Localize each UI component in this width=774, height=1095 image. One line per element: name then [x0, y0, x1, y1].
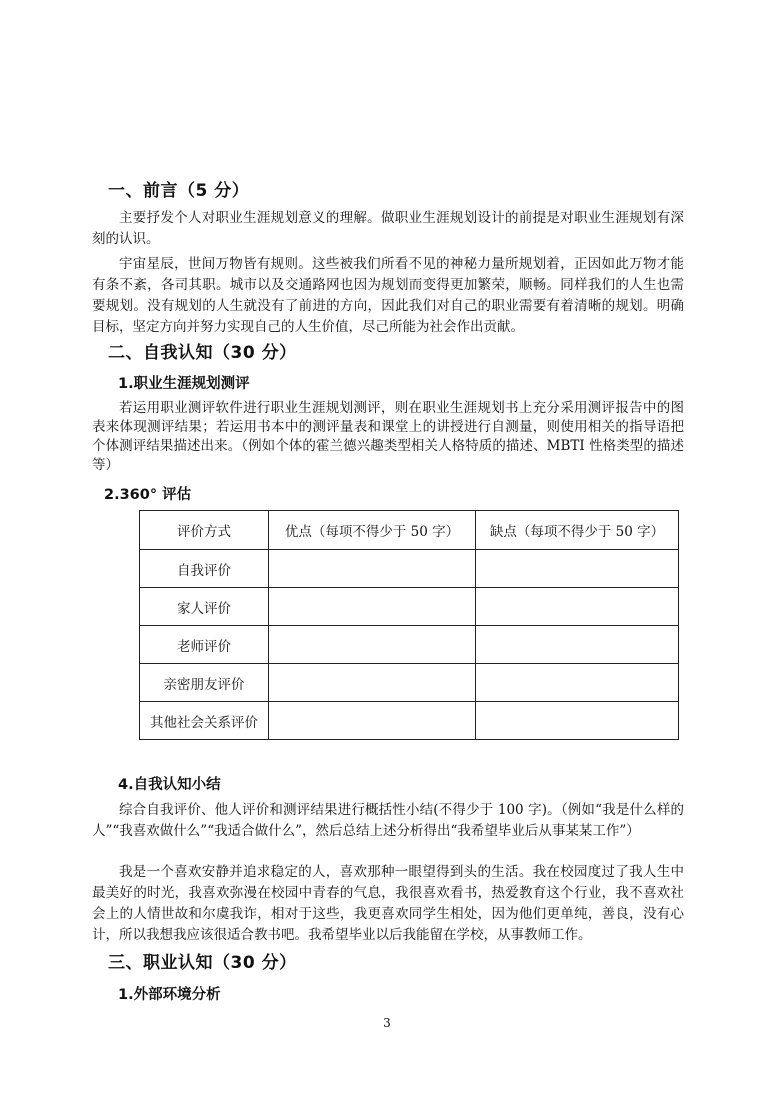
weaknesses-cell[interactable] [476, 626, 679, 664]
strengths-cell[interactable] [269, 702, 476, 740]
page-number: 3 [383, 1016, 391, 1030]
evaluation-360-heading: 2.360° 评估 [104, 487, 192, 503]
header-strengths: 优点（每项不得少于 50 字） [269, 511, 476, 550]
strengths-cell[interactable] [269, 588, 476, 626]
external-environment-heading: 1.外部环境分析 [118, 987, 221, 1003]
summary-instruction-paragraph: 综合自我评价、他人评价和测评结果进行概括性小结(不得少于 100 字)。（例如“我是什么样的人”“我喜欢做什么”“我适合做什么”，然后总结上述分析得出“我希望毕业后从事某某工作”） [92, 802, 684, 839]
strengths-cell[interactable] [269, 550, 476, 588]
weaknesses-cell[interactable] [476, 664, 679, 702]
evaluation-table [139, 510, 679, 740]
preface-paragraph-2: 宇宙星辰，世间万物皆有规则。这些被我们所看不见的神秘力量所规划着，正因如此万物才能有条不紊，各司其职。城市以及交通路网也因为规划而变得更加繁荣，顺畅。同样我们的人生也需要规划。没有规划的人生就没有了前进的方向，因此我们对自己的职业需要有着清晰的规划。明确目标，坚定方向并努力实现自己的人生价值，尽己所能为社会作出贡献。 [92, 256, 684, 335]
strengths-cell[interactable] [269, 664, 476, 702]
row-label-family: 家人评价 [140, 588, 269, 626]
preface-paragraph-1: 主要抒发个人对职业生涯规划意义的理解。做职业生涯规划设计的前提是对职业生涯规划有深刻的认识。 [92, 210, 684, 247]
row-label-friends: 亲密朋友评价 [140, 664, 269, 702]
table-row [140, 550, 679, 588]
table-header-row [140, 511, 679, 550]
weaknesses-cell[interactable] [476, 550, 679, 588]
header-method: 评价方式 [140, 511, 269, 550]
table-row [140, 702, 679, 740]
self-awareness-heading: 二、自我认知（30 分） [108, 343, 297, 363]
career-awareness-heading: 三、职业认知（30 分） [108, 953, 297, 973]
row-label-self: 自我评价 [140, 550, 269, 588]
weaknesses-cell[interactable] [476, 588, 679, 626]
preface-heading: 一、前言（5 分） [108, 181, 250, 201]
table-row [140, 664, 679, 702]
row-label-social: 其他社会关系评价 [140, 702, 269, 740]
table-row [140, 626, 679, 664]
career-assessment-heading: 1.职业生涯规划测评 [118, 376, 250, 392]
strengths-cell[interactable] [269, 626, 476, 664]
weaknesses-cell[interactable] [476, 702, 679, 740]
table-row [140, 588, 679, 626]
row-label-teacher: 老师评价 [140, 626, 269, 664]
career-assessment-paragraph: 若运用职业测评软件进行职业生涯规划测评，则在职业生涯规划书上充分采用测评报告中的图表来体现测评结果；若运用书本中的测评量表和课堂上的讲授进行自测量，则使用相关的指导语把个体测评结果描述出来。（例如个体的霍兰德兴趣类型相关人格特质的描述、MBTI 性格类型的描述等） [92, 400, 684, 473]
self-awareness-summary-heading: 4.自我认知小结 [118, 777, 221, 793]
summary-personal-paragraph: 我是一个喜欢安静并追求稳定的人，喜欢那种一眼望得到头的生活。我在校园度过了我人生中最美好的时光，我喜欢弥漫在校园中青春的气息，我很喜欢看书，热爱教育这个行业，我不喜欢社会上的人情世故和尔虞我诈，相对于这些，我更喜欢同学生相处，因为他们更单纯，善良，没有心计，所以我想我应该很适合教书吧。我希望毕业以后我能留在学校，从事教师工作。 [92, 864, 684, 943]
header-weaknesses: 缺点（每项不得少于 50 字） [476, 511, 679, 550]
